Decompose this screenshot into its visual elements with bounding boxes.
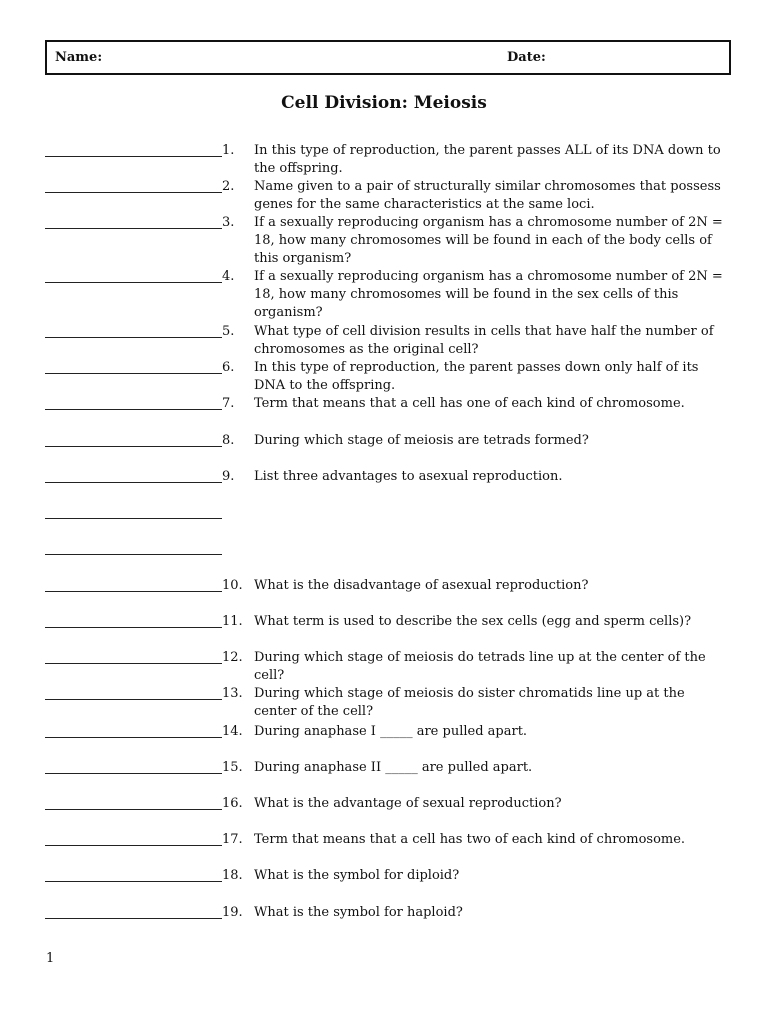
- question-text: What is the disadvantage of asexual reproduction?: [254, 578, 589, 593]
- question-number: 2.: [222, 179, 235, 194]
- question-text: During which stage of meiosis are tetrads formed?: [254, 433, 589, 448]
- question-text: In this type of reproduction, the parent passes ALL of its DNA down to the offspring.: [254, 143, 721, 176]
- question-number: 7.: [222, 396, 235, 411]
- question-text: What type of cell division results in cells that have half the number of chromosomes as the original cell?: [254, 324, 714, 357]
- question-number: 19.: [222, 905, 243, 920]
- question-number: 1.: [222, 143, 235, 158]
- answer-blank[interactable]: [45, 699, 222, 700]
- answer-blank[interactable]: [45, 446, 222, 447]
- answer-blank[interactable]: [45, 518, 222, 519]
- question-text: List three advantages to asexual reproduction.: [254, 469, 563, 484]
- answer-blank[interactable]: [45, 228, 222, 229]
- question-number: 10.: [222, 578, 243, 593]
- question-number: 17.: [222, 832, 243, 847]
- question-text: If a sexually reproducing organism has a chromosome number of 2N = 18, how many chromosomes will be found in each of the body cells of this organism?: [254, 215, 723, 266]
- question-number: 16.: [222, 796, 243, 811]
- answer-blank[interactable]: [45, 156, 222, 157]
- question-number: 9.: [222, 469, 235, 484]
- question-text: If a sexually reproducing organism has a chromosome number of 2N = 18, how many chromosomes will be found in the sex cells of this organism?: [254, 269, 723, 320]
- question-text: During anaphase I _____ are pulled apart.: [254, 724, 528, 739]
- answer-blank[interactable]: [45, 845, 222, 846]
- question-number: 3.: [222, 215, 235, 230]
- answer-blank[interactable]: [45, 918, 222, 919]
- question-text: What is the symbol for diploid?: [254, 868, 460, 883]
- page-title: Cell Division: Meiosis: [281, 93, 487, 113]
- question-number: 18.: [222, 868, 243, 883]
- question-number: 11.: [222, 614, 243, 629]
- question-number: 6.: [222, 360, 235, 375]
- answer-blank[interactable]: [45, 591, 222, 592]
- question-text: During anaphase II _____ are pulled apart.: [254, 760, 533, 775]
- answer-blank[interactable]: [45, 482, 222, 483]
- question-number: 14.: [222, 724, 243, 739]
- question-text: During which stage of meiosis do sister chromatids line up at the center of the cell?: [254, 686, 685, 719]
- question-number: 4.: [222, 269, 235, 284]
- question-text: What term is used to describe the sex cells (egg and sperm cells)?: [254, 614, 692, 629]
- answer-blank[interactable]: [45, 409, 222, 410]
- question-text: What is the symbol for haploid?: [254, 905, 463, 920]
- answer-blank[interactable]: [45, 773, 222, 774]
- answer-blank[interactable]: [45, 737, 222, 738]
- question-number: 5.: [222, 324, 235, 339]
- question-text: Name given to a pair of structurally similar chromosomes that possess genes for the same characteristics at the same loci.: [254, 179, 721, 212]
- question-text: Term that means that a cell has two of each kind of chromosome.: [254, 832, 686, 847]
- date-label: Date:: [507, 50, 546, 65]
- question-text: Term that means that a cell has one of each kind of chromosome.: [254, 396, 685, 411]
- header-box: [45, 40, 731, 75]
- answer-blank[interactable]: [45, 663, 222, 664]
- question-text: What is the advantage of sexual reproduction?: [254, 796, 562, 811]
- answer-blank[interactable]: [45, 809, 222, 810]
- answer-blank[interactable]: [45, 337, 222, 338]
- question-number: 13.: [222, 686, 243, 701]
- answer-blank[interactable]: [45, 554, 222, 555]
- question-text: During which stage of meiosis do tetrads line up at the center of the cell?: [254, 650, 706, 683]
- page-number: 1: [46, 951, 55, 966]
- name-label: Name:: [55, 50, 103, 65]
- answer-blank[interactable]: [45, 282, 222, 283]
- answer-blank[interactable]: [45, 627, 222, 628]
- answer-blank[interactable]: [45, 881, 222, 882]
- question-number: 8.: [222, 433, 235, 448]
- question-text: In this type of reproduction, the parent passes down only half of its DNA to the offspring.: [254, 360, 699, 393]
- answer-blank[interactable]: [45, 373, 222, 374]
- question-number: 15.: [222, 760, 243, 775]
- question-number: 12.: [222, 650, 243, 665]
- answer-blank[interactable]: [45, 192, 222, 193]
